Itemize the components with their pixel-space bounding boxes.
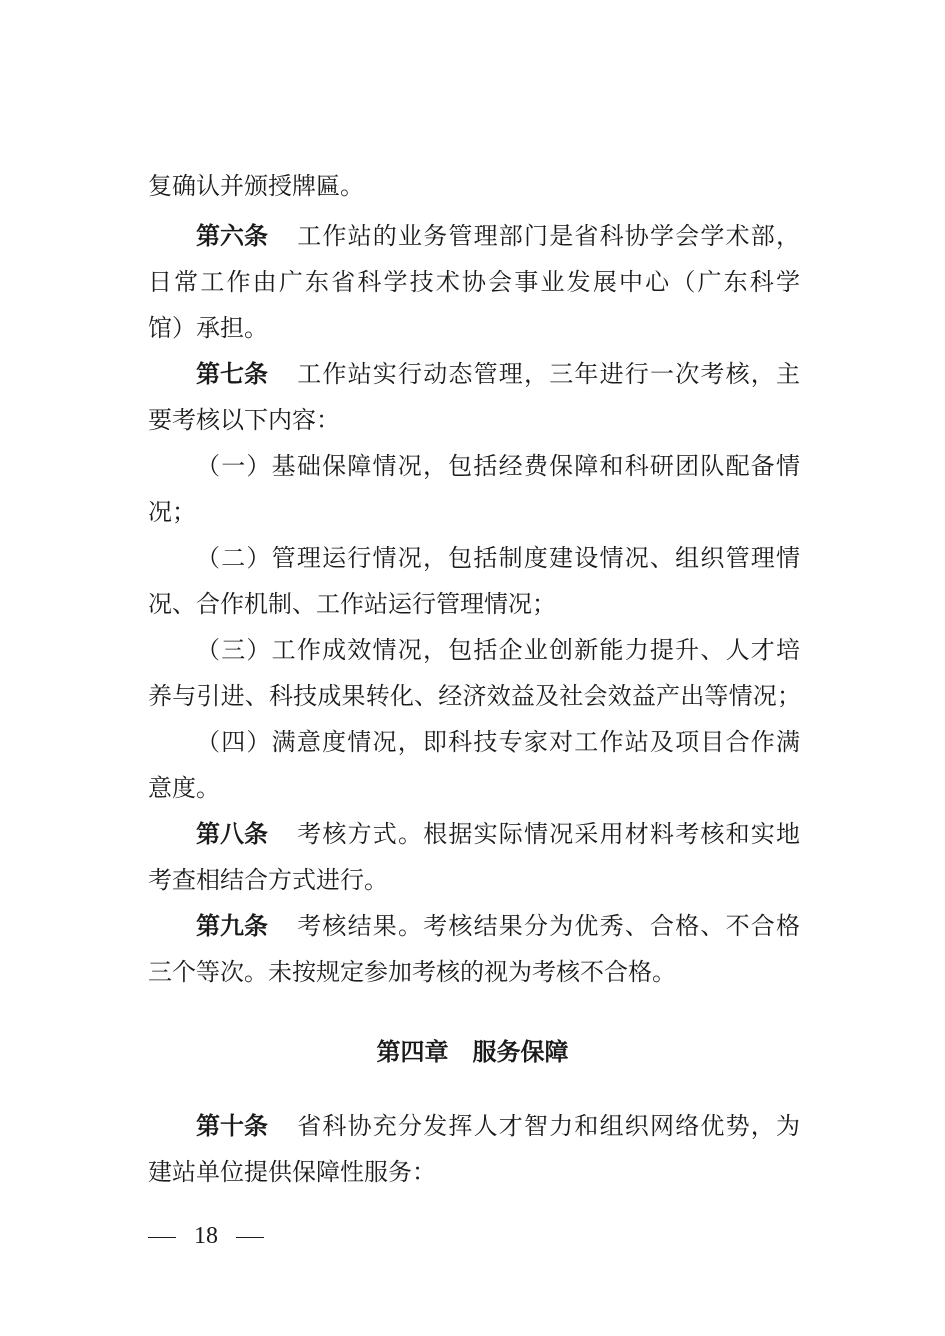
article-8-heading: 第八条 xyxy=(196,820,268,848)
article-8-line-2: 考查相结合方式进行。 xyxy=(148,866,388,894)
chapter-heading: 第四章 服务保障 xyxy=(376,1038,569,1066)
item-3-line-1: （三）工作成效情况，包括企业创新能力提升、人才培 xyxy=(196,636,800,664)
item-1-line-2: 况； xyxy=(148,498,196,526)
article-9-heading: 第九条 xyxy=(196,912,268,940)
item-3-line-2: 养与引进、科技成果转化、经济效益及社会效益产出等情况； xyxy=(148,682,800,710)
article-10-heading: 第十条 xyxy=(196,1112,268,1140)
article-8-line-1: 第八条 考核方式。根据实际情况采用材料考核和实地 xyxy=(196,820,800,848)
item-2-line-2: 况、合作机制、工作站运行管理情况； xyxy=(148,590,556,618)
article-6-heading: 第六条 xyxy=(196,222,268,250)
article-9-line-1: 第九条 考核结果。考核结果分为优秀、合格、不合格 xyxy=(196,912,800,940)
dash-right xyxy=(236,1237,264,1238)
item-4-line-2: 意度。 xyxy=(148,774,220,802)
article-6-line-1: 第六条 工作站的业务管理部门是省科协学会学术部， xyxy=(196,222,800,250)
item-4-line-1: （四）满意度情况，即科技专家对工作站及项目合作满 xyxy=(196,728,800,756)
paragraph-line: 复确认并颁授牌匾。 xyxy=(148,172,364,200)
item-2-line-1: （二）管理运行情况，包括制度建设情况、组织管理情 xyxy=(196,544,800,572)
article-7-line-1: 第七条 工作站实行动态管理，三年进行一次考核，主 xyxy=(196,360,800,388)
article-7-line-2: 要考核以下内容： xyxy=(148,406,340,434)
article-7-heading: 第七条 xyxy=(196,360,268,388)
article-9-line-2: 三个等次。未按规定参加考核的视为考核不合格。 xyxy=(148,958,676,986)
article-6-line-2: 日常工作由广东省科学技术协会事业发展中心（广东科学 xyxy=(148,268,800,296)
page-number: 18 xyxy=(148,1220,264,1252)
article-6-line-3: 馆）承担。 xyxy=(148,314,268,342)
article-10-line-1: 第十条 省科协充分发挥人才智力和组织网络优势，为 xyxy=(196,1112,800,1140)
dash-left xyxy=(148,1237,176,1238)
article-10-line-2: 建站单位提供保障性服务： xyxy=(148,1158,436,1186)
item-1-line-1: （一）基础保障情况，包括经费保障和科研团队配备情 xyxy=(196,452,800,480)
